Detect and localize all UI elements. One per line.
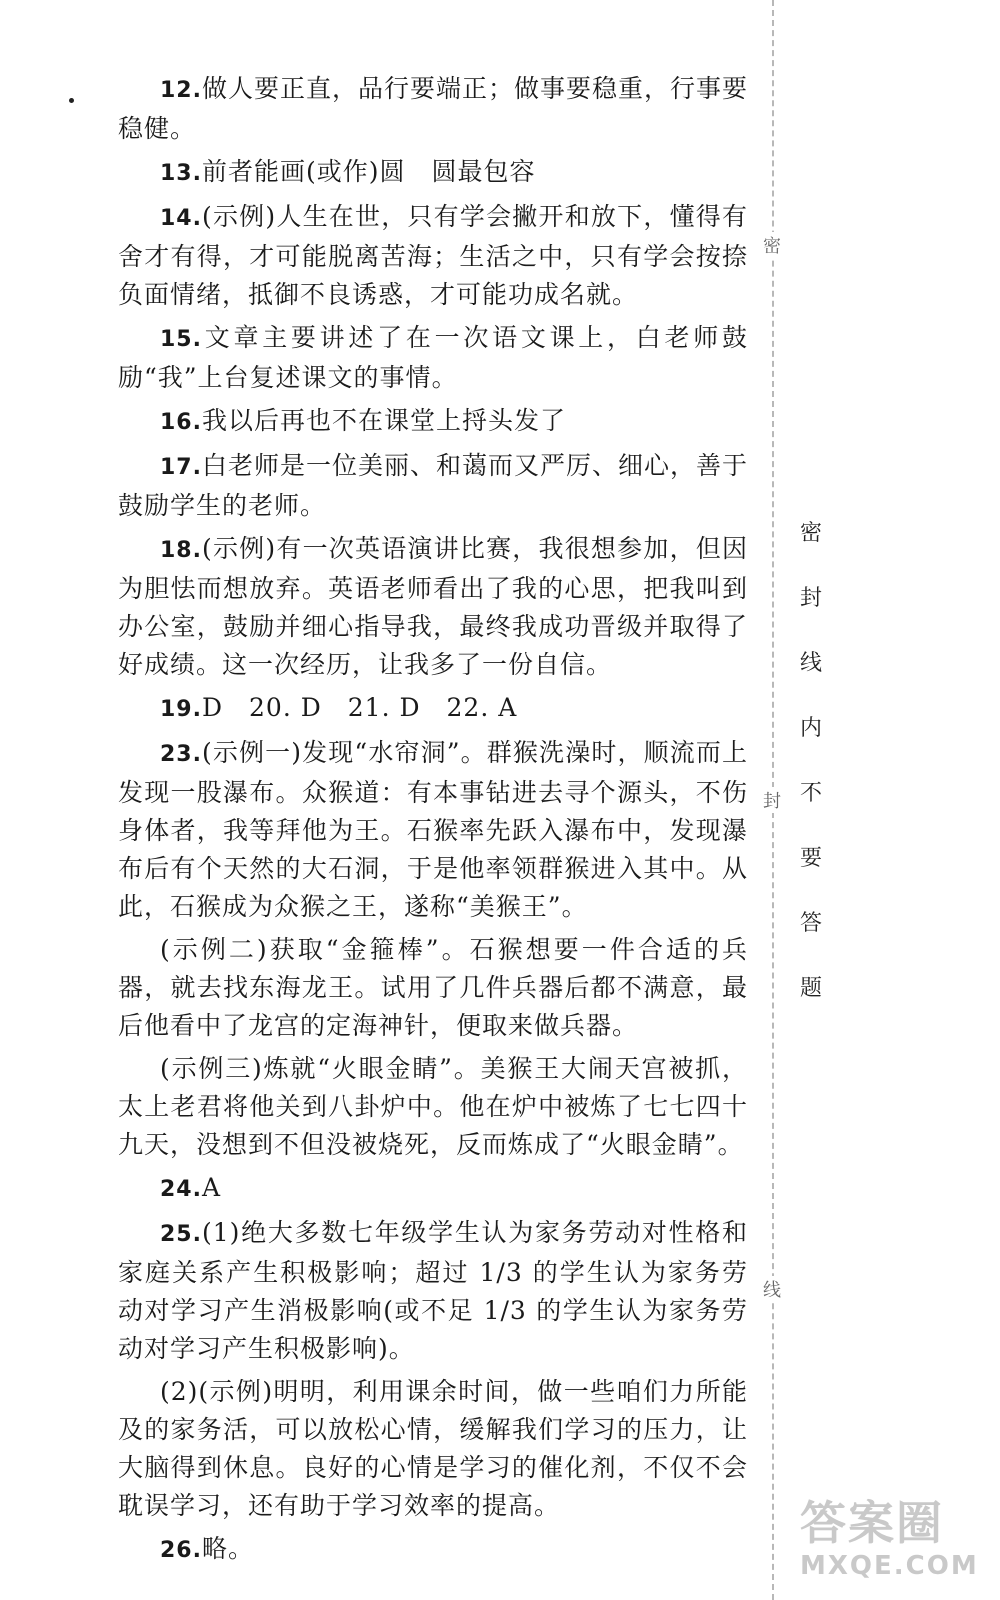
answer-18 bbox=[118, 530, 748, 684]
answer-23-example-2 bbox=[118, 931, 748, 1045]
answer-text: 做人要正直，品行要端正；做事要稳重，行事要稳健。 bbox=[118, 74, 748, 143]
answer-number: 14. bbox=[160, 206, 202, 231]
answer-26 bbox=[118, 1530, 748, 1570]
watermark-logo bbox=[800, 1495, 995, 1595]
answer-text: 前者能画(或作)圆 圆最包容 bbox=[201, 157, 536, 186]
answer-text: (示例)有一次英语演讲比赛，我很想参加，但因为胆怯而想放弃。英语老师看出了我的心思，把我叫到办公室，鼓励并细心指导我，最终我成功晋级并取得了好成绩。这一次经历，让我多了一份自信。 bbox=[118, 534, 748, 679]
answer-17 bbox=[118, 447, 748, 525]
margin-mark-xian: 线 bbox=[760, 1276, 784, 1302]
answer-list bbox=[118, 70, 748, 1575]
seal-char: 封 bbox=[799, 586, 822, 611]
answer-number: 23. bbox=[160, 742, 202, 767]
watermark-top: 答案圈 bbox=[800, 1496, 944, 1550]
answer-12 bbox=[118, 70, 748, 148]
seal-char: 题 bbox=[799, 976, 822, 1001]
seal-char: 答 bbox=[799, 911, 822, 936]
answer-text: (示例一)发现“水帘洞”。群猴洗澡时，顺流而上发现一股瀑布。众猴道：有本事钻进去寻个源头，不伤身体者，我等拜他为王。石猴率先跃入瀑布中，发现瀑布后有个天然的大石洞，于是他率领群猴进入其中。从此，石猴成为众猴之王，遂称“美猴王”。 bbox=[118, 738, 748, 921]
answer-number: 24. bbox=[160, 1177, 202, 1202]
watermark-bottom: MXQE.COM bbox=[800, 1551, 979, 1581]
answer-number: 19. bbox=[160, 697, 202, 722]
answer-text: (示例二)获取“金箍棒”。石猴想要一件合适的兵器，就去找东海龙王。试用了几件兵器后都不满意，最后他看中了龙宫的定海神针，便取来做兵器。 bbox=[118, 935, 748, 1040]
answer-25-part-2 bbox=[118, 1373, 748, 1525]
answer-number: 16. bbox=[160, 410, 202, 435]
answer-number: 18. bbox=[160, 538, 202, 563]
answer-text: (1)绝大多数七年级学生认为家务劳动对性格和家庭关系产生积极影响；超过 1/3 的学生认为家务劳动对学习产生消极影响(或不足 1/3 的学生认为家务劳动对学习产生积极影响)。 bbox=[118, 1218, 748, 1363]
answer-text: D 20. D 21. D 22. A bbox=[201, 693, 518, 722]
seal-char: 要 bbox=[799, 846, 822, 871]
seal-notice bbox=[796, 516, 826, 1002]
answer-number: 26. bbox=[160, 1538, 202, 1563]
answer-number: 17. bbox=[160, 455, 202, 480]
answer-text: 文章主要讲述了在一次语文课上，白老师鼓励“我”上台复述课文的事情。 bbox=[118, 323, 748, 392]
answer-text: (示例三)炼就“火眼金睛”。美猴王大闹天宫被抓，太上老君将他关到八卦炉中。他在炉中被炼了七七四十九天，没想到不但没被烧死，反而炼成了“火眼金睛”。 bbox=[118, 1054, 748, 1159]
answer-25-part-1 bbox=[118, 1214, 748, 1368]
answer-text: 我以后再也不在课堂上捋头发了 bbox=[201, 406, 566, 435]
answer-13 bbox=[118, 153, 748, 193]
answer-number: 25. bbox=[160, 1222, 202, 1247]
seal-char: 密 bbox=[799, 521, 822, 546]
seal-char: 线 bbox=[799, 651, 822, 676]
answer-text: (2)(示例)明明，利用课余时间，做一些咱们力所能及的家务活，可以放松心情，缓解我们学习的压力，让大脑得到休息。良好的心情是学习的催化剂，不仅不会耽误学习，还有助于学习效率的提高。 bbox=[118, 1377, 748, 1520]
answer-15 bbox=[118, 319, 748, 397]
answer-14 bbox=[118, 198, 748, 314]
answer-19-22 bbox=[118, 689, 748, 729]
answer-text: 略。 bbox=[201, 1534, 254, 1563]
answer-text: A bbox=[201, 1173, 222, 1202]
answer-number: 15. bbox=[160, 327, 202, 352]
page-dot bbox=[69, 98, 74, 103]
answer-text: 白老师是一位美丽、和蔼而又严厉、细心，善于鼓励学生的老师。 bbox=[118, 451, 748, 520]
answer-number: 13. bbox=[160, 161, 202, 186]
answer-24 bbox=[118, 1169, 748, 1209]
margin-mark-mi: 密 bbox=[760, 232, 784, 258]
answer-number: 12. bbox=[160, 78, 202, 103]
seal-char: 内 bbox=[799, 716, 822, 741]
seal-char: 不 bbox=[799, 781, 822, 806]
answer-23-example-3 bbox=[118, 1050, 748, 1164]
answer-16 bbox=[118, 402, 748, 442]
margin-mark-feng: 封 bbox=[760, 787, 784, 813]
answer-23 bbox=[118, 734, 748, 926]
answer-text: (示例)人生在世，只有学会撇开和放下，懂得有舍才有得，才可能脱离苦海；生活之中，只有学会按捺负面情绪，抵御不良诱惑，才可能功成名就。 bbox=[118, 202, 748, 309]
